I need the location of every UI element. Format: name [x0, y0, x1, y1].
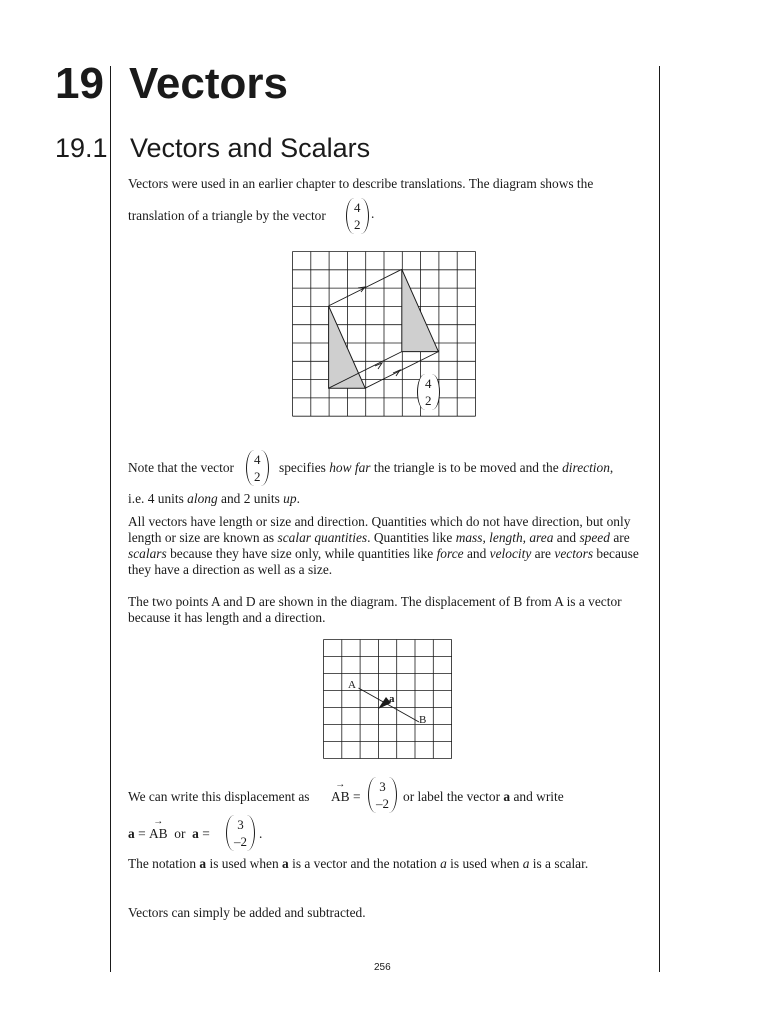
note-line-2	[128, 491, 638, 507]
note-direction: direction	[562, 460, 610, 475]
vector-bottom: 2	[425, 393, 432, 408]
vector-bottom: 2	[254, 469, 261, 484]
point-a-label: A	[348, 679, 356, 691]
chapter-title: Vectors	[129, 59, 288, 108]
intro-line-1	[128, 176, 648, 192]
point-b-label: B	[419, 714, 427, 726]
notation-paragraph	[128, 856, 638, 872]
scalars-t8: because they have a direction as well as a size.	[128, 546, 639, 577]
chapter-number: 19	[55, 59, 104, 108]
notation-t2: is used when	[209, 856, 279, 871]
scalars-t7: are	[534, 546, 552, 561]
vector-bottom: –2	[234, 834, 247, 849]
vector-top: 4	[354, 200, 361, 215]
scalars-word: scalars	[128, 546, 167, 561]
write-line-1-left	[128, 789, 338, 805]
notation-t3: is a vector and the notation	[292, 856, 437, 871]
note-line-1-left	[128, 460, 248, 476]
scalar-quantities: scalar quantities	[277, 530, 368, 545]
notation-t5: is a scalar.	[532, 856, 589, 871]
write-line-1-right	[403, 789, 643, 805]
translation-arrow-1	[329, 269, 402, 306]
intro-period: .	[371, 206, 375, 221]
write-equals: =	[352, 789, 361, 804]
notation-a-bold-2: a	[282, 856, 289, 871]
arrowhead-2	[375, 363, 382, 369]
scalars-t3: and	[556, 530, 577, 545]
translation-diagram	[292, 251, 478, 425]
write-line2-eq2: =	[202, 826, 210, 841]
notation-t1: The notation	[128, 856, 197, 871]
intro-text-2: translation of a triangle by the vector	[128, 208, 326, 223]
vector-4-2-note	[246, 450, 269, 486]
intro-line-2	[128, 208, 638, 224]
closing-sentence: Vectors can simply be added and subtracted.	[128, 905, 366, 920]
vector-4-2-intro	[346, 198, 369, 234]
notation-a-ital: a	[440, 856, 447, 871]
write-line2-a: a	[128, 826, 135, 841]
vector-3-m2-line2	[226, 815, 255, 851]
overarrow-icon: →	[335, 779, 346, 790]
note-specifies: specifies	[279, 460, 326, 475]
force-word: force	[436, 546, 464, 561]
write-suffix-a: or label the vector	[403, 789, 501, 804]
write-ab-notation	[331, 779, 371, 805]
write-line-2-left	[128, 816, 238, 842]
write-bold-a: a	[503, 789, 511, 804]
intro-text-1: Vectors were used in an earlier chapter to describe translations. The diagram shows the	[128, 176, 594, 191]
vector-bottom: 2	[354, 217, 361, 232]
scalars-t6: and	[466, 546, 487, 561]
note-comma: ,	[609, 460, 614, 475]
vectors-word: vectors	[554, 546, 594, 561]
points-paragraph: The two points A and D are shown in the diagram. The displacement of B from A is a vector because it has length and a direction.	[128, 594, 622, 625]
translation-grid	[293, 252, 476, 417]
note-period: .	[296, 491, 300, 506]
ab-letters: AB	[331, 789, 350, 804]
vector-top: 4	[425, 376, 432, 391]
overarrow-icon: →	[153, 816, 164, 827]
notation-t4: is used when	[450, 856, 520, 871]
write-prefix: We can write this displacement as	[128, 789, 310, 804]
scalars-paragraph	[128, 514, 640, 578]
write-line2-a2: a	[192, 826, 199, 841]
note-up: up	[283, 491, 297, 506]
vector-top: 4	[254, 452, 261, 467]
vector-ab-symbol	[331, 779, 350, 805]
right-margin-rule	[659, 66, 660, 972]
write-line2-eq: =	[138, 826, 146, 841]
note-line2-a: i.e. 4 units	[128, 491, 184, 506]
speed-word: speed	[579, 530, 610, 545]
note-prefix: Note that the vector	[128, 460, 234, 475]
notation-a-bold: a	[199, 856, 207, 871]
vector-ab-symbol-2	[148, 816, 168, 842]
vector-a-label: a	[389, 693, 395, 705]
section-title: Vectors and Scalars	[130, 133, 371, 163]
scalars-t5: because they have size only, while quantities like	[170, 546, 434, 561]
displacement-diagram	[323, 639, 453, 761]
left-margin-rule	[110, 66, 111, 972]
scalars-t4: are	[613, 530, 630, 545]
translated-triangle	[402, 269, 439, 351]
note-line-1-right	[279, 460, 644, 476]
section-number: 19.1	[55, 133, 108, 163]
vector-4-2-diagram	[417, 374, 440, 410]
write-suffix-b: and write	[513, 789, 564, 804]
page-number: 256	[374, 962, 391, 973]
vector-top: 3	[379, 779, 386, 794]
note-along: along	[187, 491, 218, 506]
notation-a-ital-2: a	[522, 856, 530, 871]
write-line2-end: .	[259, 826, 263, 841]
vector-bottom: –2	[376, 796, 389, 811]
scalars-t1: All vectors have length or size and direction. Quantities which do not have direction, but only length or size are known as	[128, 514, 631, 545]
vector-3-m2-line1	[368, 777, 397, 813]
vector-top: 3	[237, 817, 244, 832]
note-middle: the triangle is to be moved and the	[373, 460, 559, 475]
note-how-far: how far	[329, 460, 371, 475]
mass-length-area: mass, length, area	[455, 530, 554, 545]
ab-letters-2: AB	[148, 826, 168, 841]
scalars-t2: . Quantities like	[367, 530, 453, 545]
write-line2-or: or	[174, 826, 186, 841]
velocity-word: velocity	[489, 546, 532, 561]
original-triangle	[329, 306, 366, 388]
note-line2-b: and 2 units	[221, 491, 280, 506]
